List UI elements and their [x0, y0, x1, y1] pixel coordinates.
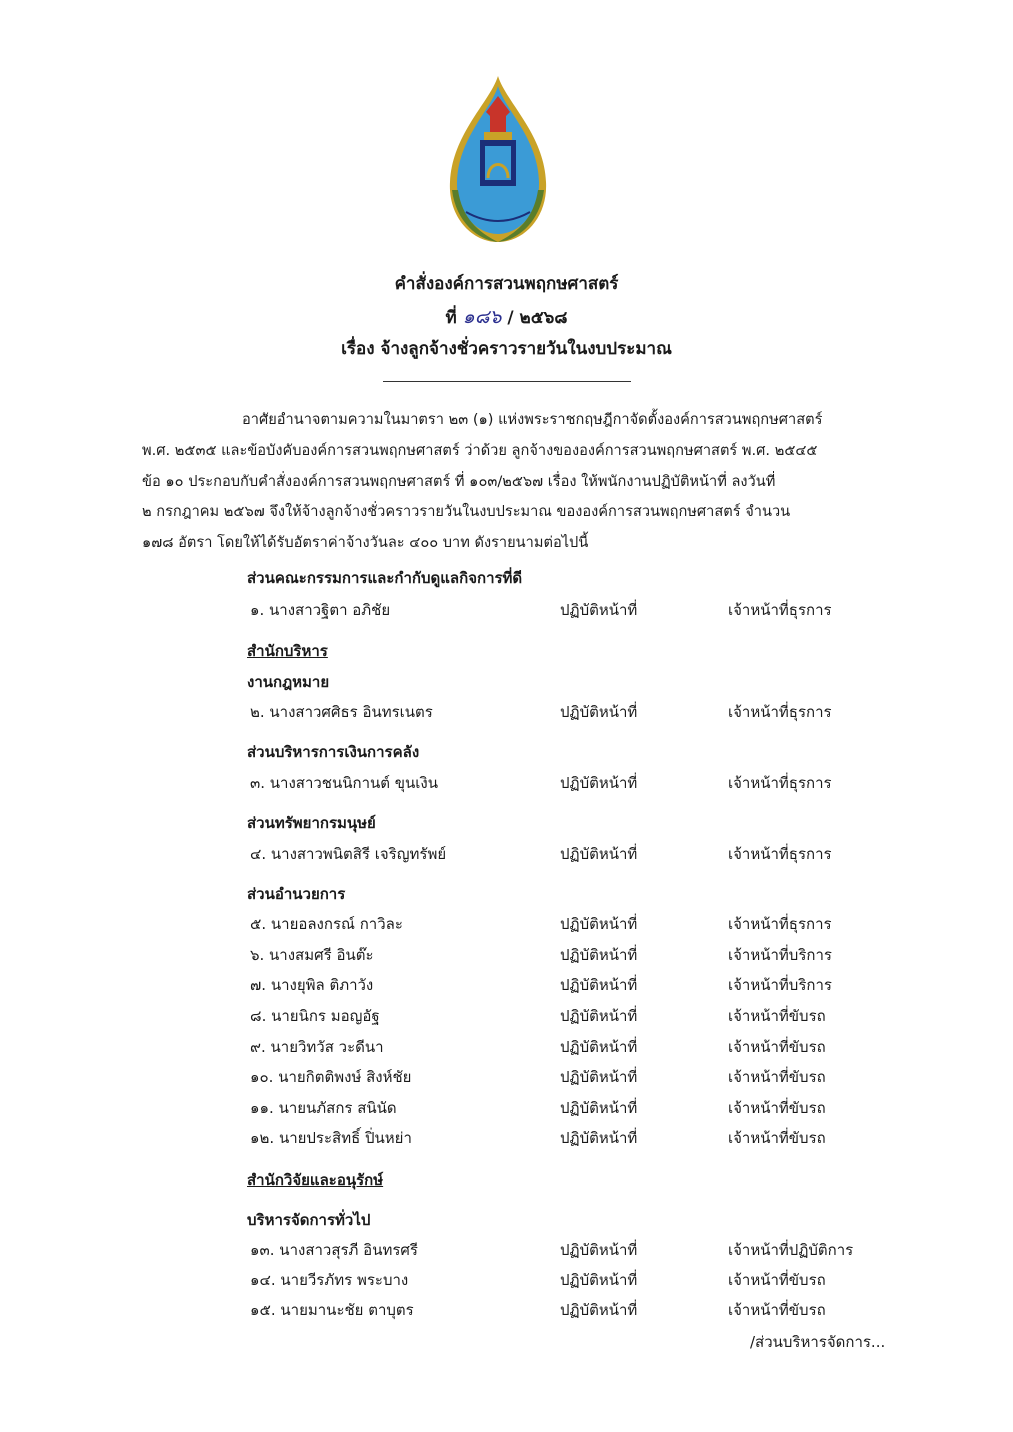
staff-name: ๑๔. นายวีรภัทร พระบาง — [250, 1271, 409, 1289]
body-line: ข้อ ๑๐ ประกอบกับคำสั่งองค์การสวนพฤกษศาสตร์ ที่ ๑๐๓/๒๕๖๗ เรื่อง ให้พนักงานปฏิบัติหน้าที่ ลงวันที่ — [142, 472, 776, 490]
order-number-suffix: / ๒๕๖๘ — [507, 308, 568, 328]
staff-row — [0, 943, 1013, 971]
staff-role: ปฏิบัติหน้าที่ — [560, 1271, 638, 1289]
staff-name: ๘. นายนิกร มอญอัฐ — [250, 1007, 380, 1025]
organization-emblem-logo — [438, 72, 558, 248]
staff-position: เจ้าหน้าที่ขับรถ — [728, 1129, 826, 1147]
body-line: อาศัยอำนาจตามความในมาตรา ๒๓ (๑) แห่งพระราชกฤษฎีกาจัดตั้งองค์การสวนพฤกษศาสตร์ — [242, 411, 823, 428]
order-title: คำสั่งองค์การสวนพฤกษศาสตร์ — [394, 274, 619, 294]
staff-position: เจ้าหน้าที่ขับรถ — [728, 1099, 826, 1117]
staff-name: ๑๕. นายมานะชัย ตาบุตร — [250, 1301, 414, 1319]
section-heading: งานกฎหมาย — [247, 673, 330, 691]
staff-name: ๑๒. นายประสิทธิ์ ปิ่นหย่า — [250, 1129, 412, 1147]
order-body-paragraph — [142, 405, 902, 559]
staff-row — [0, 1096, 1013, 1124]
staff-role: ปฏิบัติหน้าที่ — [560, 1129, 638, 1147]
body-line: พ.ศ. ๒๕๓๕ และข้อบังคับองค์การสวนพฤกษศาสตร์ ว่าด้วย ลูกจ้างขององค์การสวนพฤกษศาสตร์ พ.ศ. ๒๕๔๕ — [142, 441, 818, 459]
staff-name: ๖. นางสมศรี อินต๊ะ — [250, 946, 374, 964]
staff-role: ปฏิบัติหน้าที่ — [560, 1241, 638, 1259]
section-heading: บริหารจัดการทั่วไป — [247, 1211, 371, 1229]
order-number-prefix: ที่ — [445, 308, 457, 328]
staff-name: ๙. นายวิทวัส วะดีนา — [250, 1038, 384, 1056]
staff-row — [0, 1298, 1013, 1326]
staff-row — [0, 842, 1013, 870]
staff-role: ปฏิบัติหน้าที่ — [560, 1038, 638, 1056]
staff-role: ปฏิบัติหน้าที่ — [560, 703, 638, 721]
staff-position: เจ้าหน้าที่ขับรถ — [728, 1301, 826, 1319]
staff-row — [0, 1126, 1013, 1154]
staff-role: ปฏิบัติหน้าที่ — [560, 915, 638, 933]
staff-name: ๗. นางยุพิล ติภาวัง — [250, 976, 374, 994]
staff-role: ปฏิบัติหน้าที่ — [560, 976, 638, 994]
staff-position: เจ้าหน้าที่ขับรถ — [728, 1007, 826, 1025]
staff-position: เจ้าหน้าที่ธุรการ — [728, 774, 832, 792]
section-heading: ส่วนอำนวยการ — [247, 885, 346, 903]
staff-name: ๔. นางสาวพนิตสิรี เจริญทรัพย์ — [250, 845, 447, 863]
staff-role: ปฏิบัติหน้าที่ — [560, 1068, 638, 1086]
section-heading: สำนักวิจัยและอนุรักษ์ — [247, 1171, 384, 1189]
section-heading: ส่วนคณะกรรมการและกำกับดูแลกิจการที่ดี — [247, 569, 523, 587]
staff-name: ๒. นางสาวศศิธร อินทรเนตร — [250, 703, 433, 721]
staff-role: ปฏิบัติหน้าที่ — [560, 845, 638, 863]
staff-position: เจ้าหน้าที่ขับรถ — [728, 1271, 826, 1289]
staff-row — [0, 771, 1013, 799]
section-heading: สำนักบริหาร — [247, 642, 328, 660]
order-number — [0, 302, 1013, 332]
header-divider — [383, 381, 631, 382]
body-line: ๑๗๘ อัตรา โดยให้ได้รับอัตราค่าจ้างวันละ ๔๐๐ บาท ดังรายนามต่อไปนี้ — [142, 534, 589, 552]
staff-role: ปฏิบัติหน้าที่ — [560, 774, 638, 792]
staff-role: ปฏิบัติหน้าที่ — [560, 1301, 638, 1319]
order-subject: เรื่อง จ้างลูกจ้างชั่วคราวรายวันในงบประมาณ — [341, 339, 672, 359]
staff-name: ๕. นายอลงกรณ์ กาวิละ — [250, 915, 403, 933]
staff-row — [0, 912, 1013, 940]
staff-name: ๑. นางสาวฐิตา อภิชัย — [250, 601, 391, 619]
continuation-note: /ส่วนบริหารจัดการ... — [750, 1333, 886, 1351]
staff-name: ๑๐. นายกิตติพงษ์ สิงห์ชัย — [250, 1068, 412, 1086]
staff-name: ๓. นางสาวชนนิกานต์ ขุนเงิน — [250, 774, 438, 792]
staff-position: เจ้าหน้าที่บริการ — [728, 946, 832, 964]
section-heading: ส่วนบริหารการเงินการคลัง — [247, 743, 420, 761]
body-line: ๒ กรกฎาคม ๒๕๖๗ จึงให้จ้างลูกจ้างชั่วคราวรายวันในงบประมาณ ขององค์การสวนพฤกษศาสตร์ จำนวน — [142, 503, 791, 521]
staff-row — [0, 1004, 1013, 1032]
staff-role: ปฏิบัติหน้าที่ — [560, 946, 638, 964]
staff-name: ๑๓. นางสาวสุรภี อินทรศรี — [250, 1241, 418, 1259]
staff-role: ปฏิบัติหน้าที่ — [560, 1099, 638, 1117]
staff-position: เจ้าหน้าที่ธุรการ — [728, 601, 832, 619]
staff-row — [0, 598, 1013, 626]
staff-position: เจ้าหน้าที่บริการ — [728, 976, 832, 994]
staff-row — [0, 1035, 1013, 1063]
staff-row — [0, 973, 1013, 1001]
staff-position: เจ้าหน้าที่ธุรการ — [728, 845, 832, 863]
section-heading: ส่วนทรัพยากรมนุษย์ — [247, 814, 376, 832]
staff-row — [0, 1065, 1013, 1093]
staff-position: เจ้าหน้าที่ปฏิบัติการ — [728, 1241, 854, 1259]
order-number-handwritten: ๑๘๖ — [462, 306, 502, 328]
staff-name: ๑๑. นายนภัสกร สนินัด — [250, 1099, 397, 1117]
staff-position: เจ้าหน้าที่ขับรถ — [728, 1038, 826, 1056]
staff-position: เจ้าหน้าที่ธุรการ — [728, 915, 832, 933]
staff-row — [0, 700, 1013, 728]
staff-position: เจ้าหน้าที่ขับรถ — [728, 1068, 826, 1086]
staff-role: ปฏิบัติหน้าที่ — [560, 1007, 638, 1025]
staff-row — [0, 1238, 1013, 1266]
staff-row — [0, 1268, 1013, 1296]
staff-role: ปฏิบัติหน้าที่ — [560, 601, 638, 619]
staff-position: เจ้าหน้าที่ธุรการ — [728, 703, 832, 721]
